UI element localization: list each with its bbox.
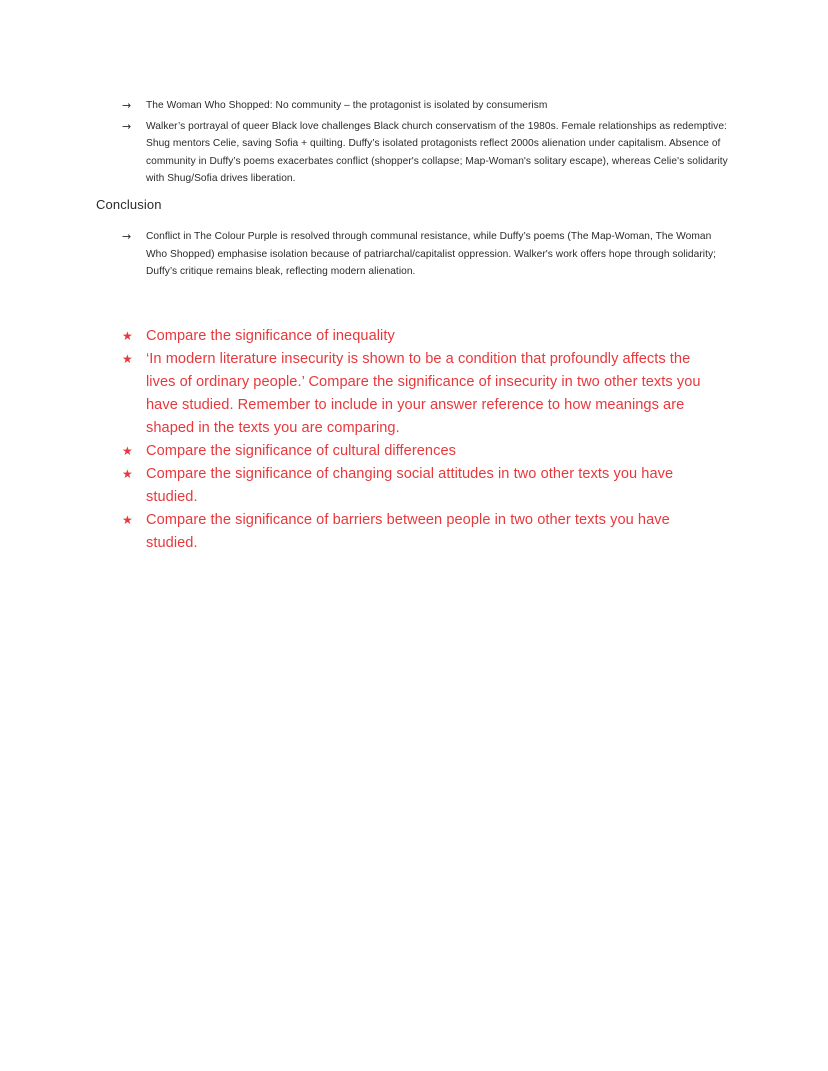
list-item-text: Compare the significance of inequality — [146, 328, 395, 344]
list-item — [122, 440, 722, 463]
star-icon: ★ — [122, 444, 133, 458]
list-item — [122, 97, 728, 115]
list-item — [122, 118, 728, 188]
arrow-right-icon: → — [122, 119, 132, 133]
star-icon: ★ — [122, 329, 133, 343]
list-item-text: Compare the significance of changing social attitudes in two other texts you have studied. — [146, 466, 674, 505]
list-item-text: Walker’s portrayal of queer Black love challenges Black church conservatism of the 1980s. Female relationships as redemptive: Shug mentors Celie, saving Sofia + quilting. Duffy’s isolated protagonists reflect 2000s alienation under capitalism. Absence of community in Duffy’s poems exacerbates conflict (shopper's collapse; Map-Woman's solitary escape), whereas Celie's solidarity with Shug/Sofia drives liberation. — [146, 120, 728, 185]
list-item-text: Compare the significance of barriers between people in two other texts you have studied. — [146, 512, 670, 551]
arrow-right-icon: → — [122, 230, 132, 243]
list-item — [122, 325, 722, 348]
star-icon: ★ — [122, 352, 133, 366]
star-icon: ★ — [122, 513, 133, 527]
list-item — [122, 228, 728, 281]
list-item-text: ‘In modern literature insecurity is shown to be a condition that profoundly affects the lives of ordinary people.’ Compare the significance of insecurity in two other texts you have studied. Remember to include in your answer reference to how meanings are shaped in the texts you are comparing. — [146, 351, 701, 436]
list-item-text: The Woman Who Shopped: No community – the protagonist is isolated by consumerism — [146, 100, 548, 111]
star-icon: ★ — [122, 467, 133, 481]
list-item — [122, 509, 722, 555]
questions-star-list — [122, 325, 722, 555]
conclusion-arrow-list — [122, 228, 728, 284]
list-item-text: Conflict in The Colour Purple is resolved through communal resistance, while Duffy’s poems (The Map-Woman, The Woman Who Shopped) emphasise isolation because of patriarchal/capitalist oppression. Walker's work offers hope through solidarity; Duffy’s critique remains bleak, reflecting modern alienation. — [146, 231, 717, 278]
notes-arrow-list — [122, 97, 728, 191]
arrow-right-icon: → — [122, 99, 132, 112]
list-item-text: Compare the significance of cultural differences — [146, 443, 456, 459]
section-heading-conclusion: Conclusion — [96, 197, 162, 212]
list-item — [122, 348, 722, 440]
list-item — [122, 463, 722, 509]
